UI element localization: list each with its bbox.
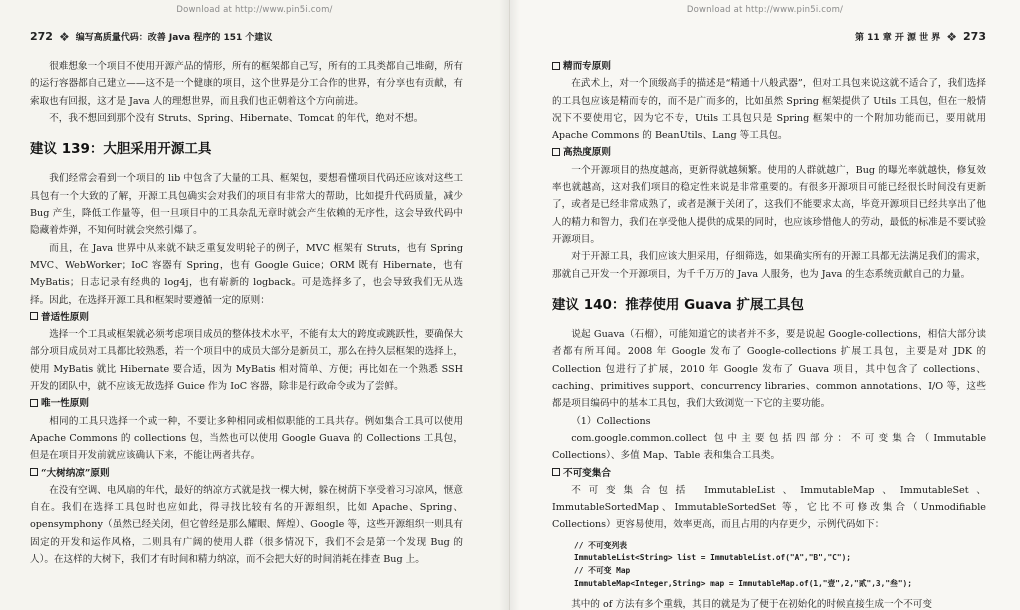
paragraph: 我们经常会看到一个项目的 lib 中包含了大量的工具、框架包，要想看懂项目代码还应该对这些工具包有一个大致的了解，开源工具包确实会对我们的项目有非常大的帮助，比如提升代码质量，减少 Bug 产生，降低工作量等，但一旦项目中的工具杂乱无章时就会产生依赖的无序性，这会导致代码中隐藏着炸弹，不知何时就会突然引爆了。 [30,173,463,237]
principle-title: “大树纳凉”原则 [41,467,110,479]
principle-heading [30,395,463,412]
code-line: ImmutableList<String> list = ImmutableList.of("A","B","C"); [574,553,851,563]
paragraph: 不，我不想回到那个没有 Struts、Spring、Hibernate、Tomcat 的年代，绝对不想。 [49,112,424,124]
running-head-title: 第 11 章 开 源 世 界 [854,33,941,43]
running-header [855,30,986,43]
running-header [30,30,272,43]
checkbox-square-icon [552,62,560,70]
checkbox-square-icon [30,312,38,320]
paragraph: 选择一个工具或框架就必须考虑项目成员的整体技术水平，不能有太大的跨度或跳跃性，要确保大部分项目成员对工具都比较熟悉，若一个项目中的成员大部分是新员工，那么在持久层框架的选择上，使用 MyBatis 就比 Hibernate 要合适，因为 MyBatis 相对简单、方便；再比如在一个熟悉 SSH 开发的团队中，就不应该无故选择 Guice 作为 IoC 容器，除非是行政命令或为了尝鲜。 [30,329,463,393]
principle-title: 不可变集合 [563,467,611,479]
download-banner: Download at http://www.pin5i.com/ [686,5,844,15]
subsection-heading: （1）Collections [571,415,651,427]
principle-title: 唯一性原则 [41,398,89,410]
page-gutter-shadow [499,0,509,610]
paragraph: 一个开源项目的热度越高，更新得就越频繁。使用的人群就越广，Bug 的曝光率就越快，修复效率也就越高，这对我们项目的稳定性来说是非常重要的。有很多开源项目可能已经很长时间没有更新了，或者是已经非常成熟了，或者是濒于关闭了，这我们不能要求太高，毕竟开源项目已经共享出了他人的精力和智力，我们在享受他人提供的成果的同时，也应该珍惜他人的劳动，最低的标准是不要试验开源项目。 [552,164,986,245]
right-page-body [552,58,986,610]
paragraph: 相同的工具只选择一个或一种，不要让多种相同或相似职能的工具共存。例如集合工具可以使用 Apache Commons 的 collections 包，当然也可以使用 Google Guava 的 Collections 工具包，但是在项目开发前就应该确认下来，不能让两者共存。 [30,415,463,462]
paragraph: com.google.common.collect 包中主要包括四部分：不可变集合（Immutable Collections）、多值 Map、Table 表和集合工具类。 [552,432,986,462]
diamond-ornament-icon: ❖ [58,29,70,44]
download-banner: Download at http://www.pin5i.com/ [176,5,333,15]
code-line: // 不可变列表 [574,540,628,550]
paragraph: 对于开源工具，我们应该大胆采用，仔细筛选，如果确实所有的开源工具都无法满足我们的需求，那就自己开发一个开源项目，为千千万万的 Java 人服务，也为 Java 的生态系统贡献自己的力量。 [552,251,986,280]
paragraph: 在没有空调、电风扇的年代，最好的纳凉方式就是找一棵大树，躲在树荫下享受着习习凉风，惬意自在。我们在选择工具包时也应如此，得寻找比较有名的开源组织，比如 Apache、Spring、opensymphony（虽然已经关闭，但它曾经是那么耀眼、辉煌）、Google 等，这些开源组织一则具有固定的开发和运作风格，二则具有广阔的使用人群（很多情况下，我们不会是第一个发现 Bug 的人）。在这样的大树下，我们才有时间和精力纳凉，而不会把大好的时间消耗在排查 Bug 上。 [30,484,463,566]
code-line: ImmutableMap<Integer,String> map = ImmutableMap.of(1,"壹",2,"贰",3,"叁"); [574,578,912,588]
principle-heading [552,58,986,75]
paragraph: 很难想象一个项目不使用开源产品的情形，所有的框架都自己写，所有的工具类都自己堆砌，所有的运行容器都自己建立——这不是一个健康的项目，这个世界是分工合作的世界，有分享也有贡献，有索取也有回报，这才是 Java 人的理想世界，而且我们也正朝着这个方向前进。 [30,61,463,107]
running-head-title: 编写高质量代码：改善 Java 程序的 151 个建议 [75,33,273,43]
principle-heading [552,144,986,161]
code-block [574,540,986,590]
principle-heading [30,465,463,482]
page-number: 273 [963,30,986,43]
checkbox-square-icon [30,399,38,407]
paragraph: 而且，在 Java 世界中从来就不缺乏重复发明轮子的例子，MVC 框架有 Struts，也有 Spring MVC、WebWorker；IoC 容器有 Spring，也有 Google Guice；ORM 既有 Hibernate，也有 MyBatis；日志记录有经典的 log4j，也有崭新的 logback。可是选择多了，也会导致我们无从选择。因此，在选择开源工具和框架时要遵循一定的原则： [30,242,463,306]
page-number: 272 [30,30,53,43]
checkbox-square-icon [552,468,560,476]
section-title: 建议 139：大胆采用开源工具 [30,141,212,158]
code-line: // 不可变 Map [574,565,631,575]
paragraph: 在武术上，对一个顶级高手的描述是“精通十八般武器”，但对工具包来说这就不适合了，我们选择的工具包应该是精而专的，而不是广而多的，比如虽然 Spring 框架提供了 Utils 工具包，但在一般情况下不要使用它，因为它不专，Utils 工具包只是 Spring 框架中的一个附加功能而已，要用就用 Apache Commons 的 BeanUtils、Lang 等工具包。 [552,78,986,142]
principle-title: 高热度原则 [563,147,611,159]
page-gutter-shadow [510,0,520,610]
principle-title: 精而专原则 [563,61,611,72]
checkbox-square-icon [30,468,38,476]
paragraph: 其中的 of 方法有多个重载，其目的就是为了便于在初始化的时候直接生成一个不可变 [571,599,932,610]
principle-heading [552,465,986,482]
diamond-ornament-icon: ❖ [946,29,958,44]
checkbox-square-icon [552,148,560,156]
right-page [510,0,1020,610]
paragraph: 说起 Guava（石榴），可能知道它的读者并不多，要是说起 Google-collections，相信大部分读者都有所耳闻。2008 年 Google 发布了 Google-collections 扩展工具包，主要是对 JDK 的 Collection 包进行了扩展，2010 年 Google 发布了 Guava 项目，其中包含了 collections、caching、primitives support、concurrency libraries、common annotations、I/O 等，这些都是项目编码中的基本工具包，我们大致浏览一下它的主要功能。 [552,329,986,410]
principle-title: 普适性原则 [41,311,89,323]
principle-heading [30,309,463,326]
section-title: 建议 140：推荐使用 Guava 扩展工具包 [552,296,804,313]
left-page-body [30,58,463,568]
paragraph: 不可变集合包括 ImmutableList、ImmutableMap、ImmutableSet、ImmutableSortedMap、ImmutableSortedSet 等，它比不可修改集合（Unmodifiable Collections）更容易使用，效率更高，而且占用的内存更少，示例代码如下： [552,484,986,531]
